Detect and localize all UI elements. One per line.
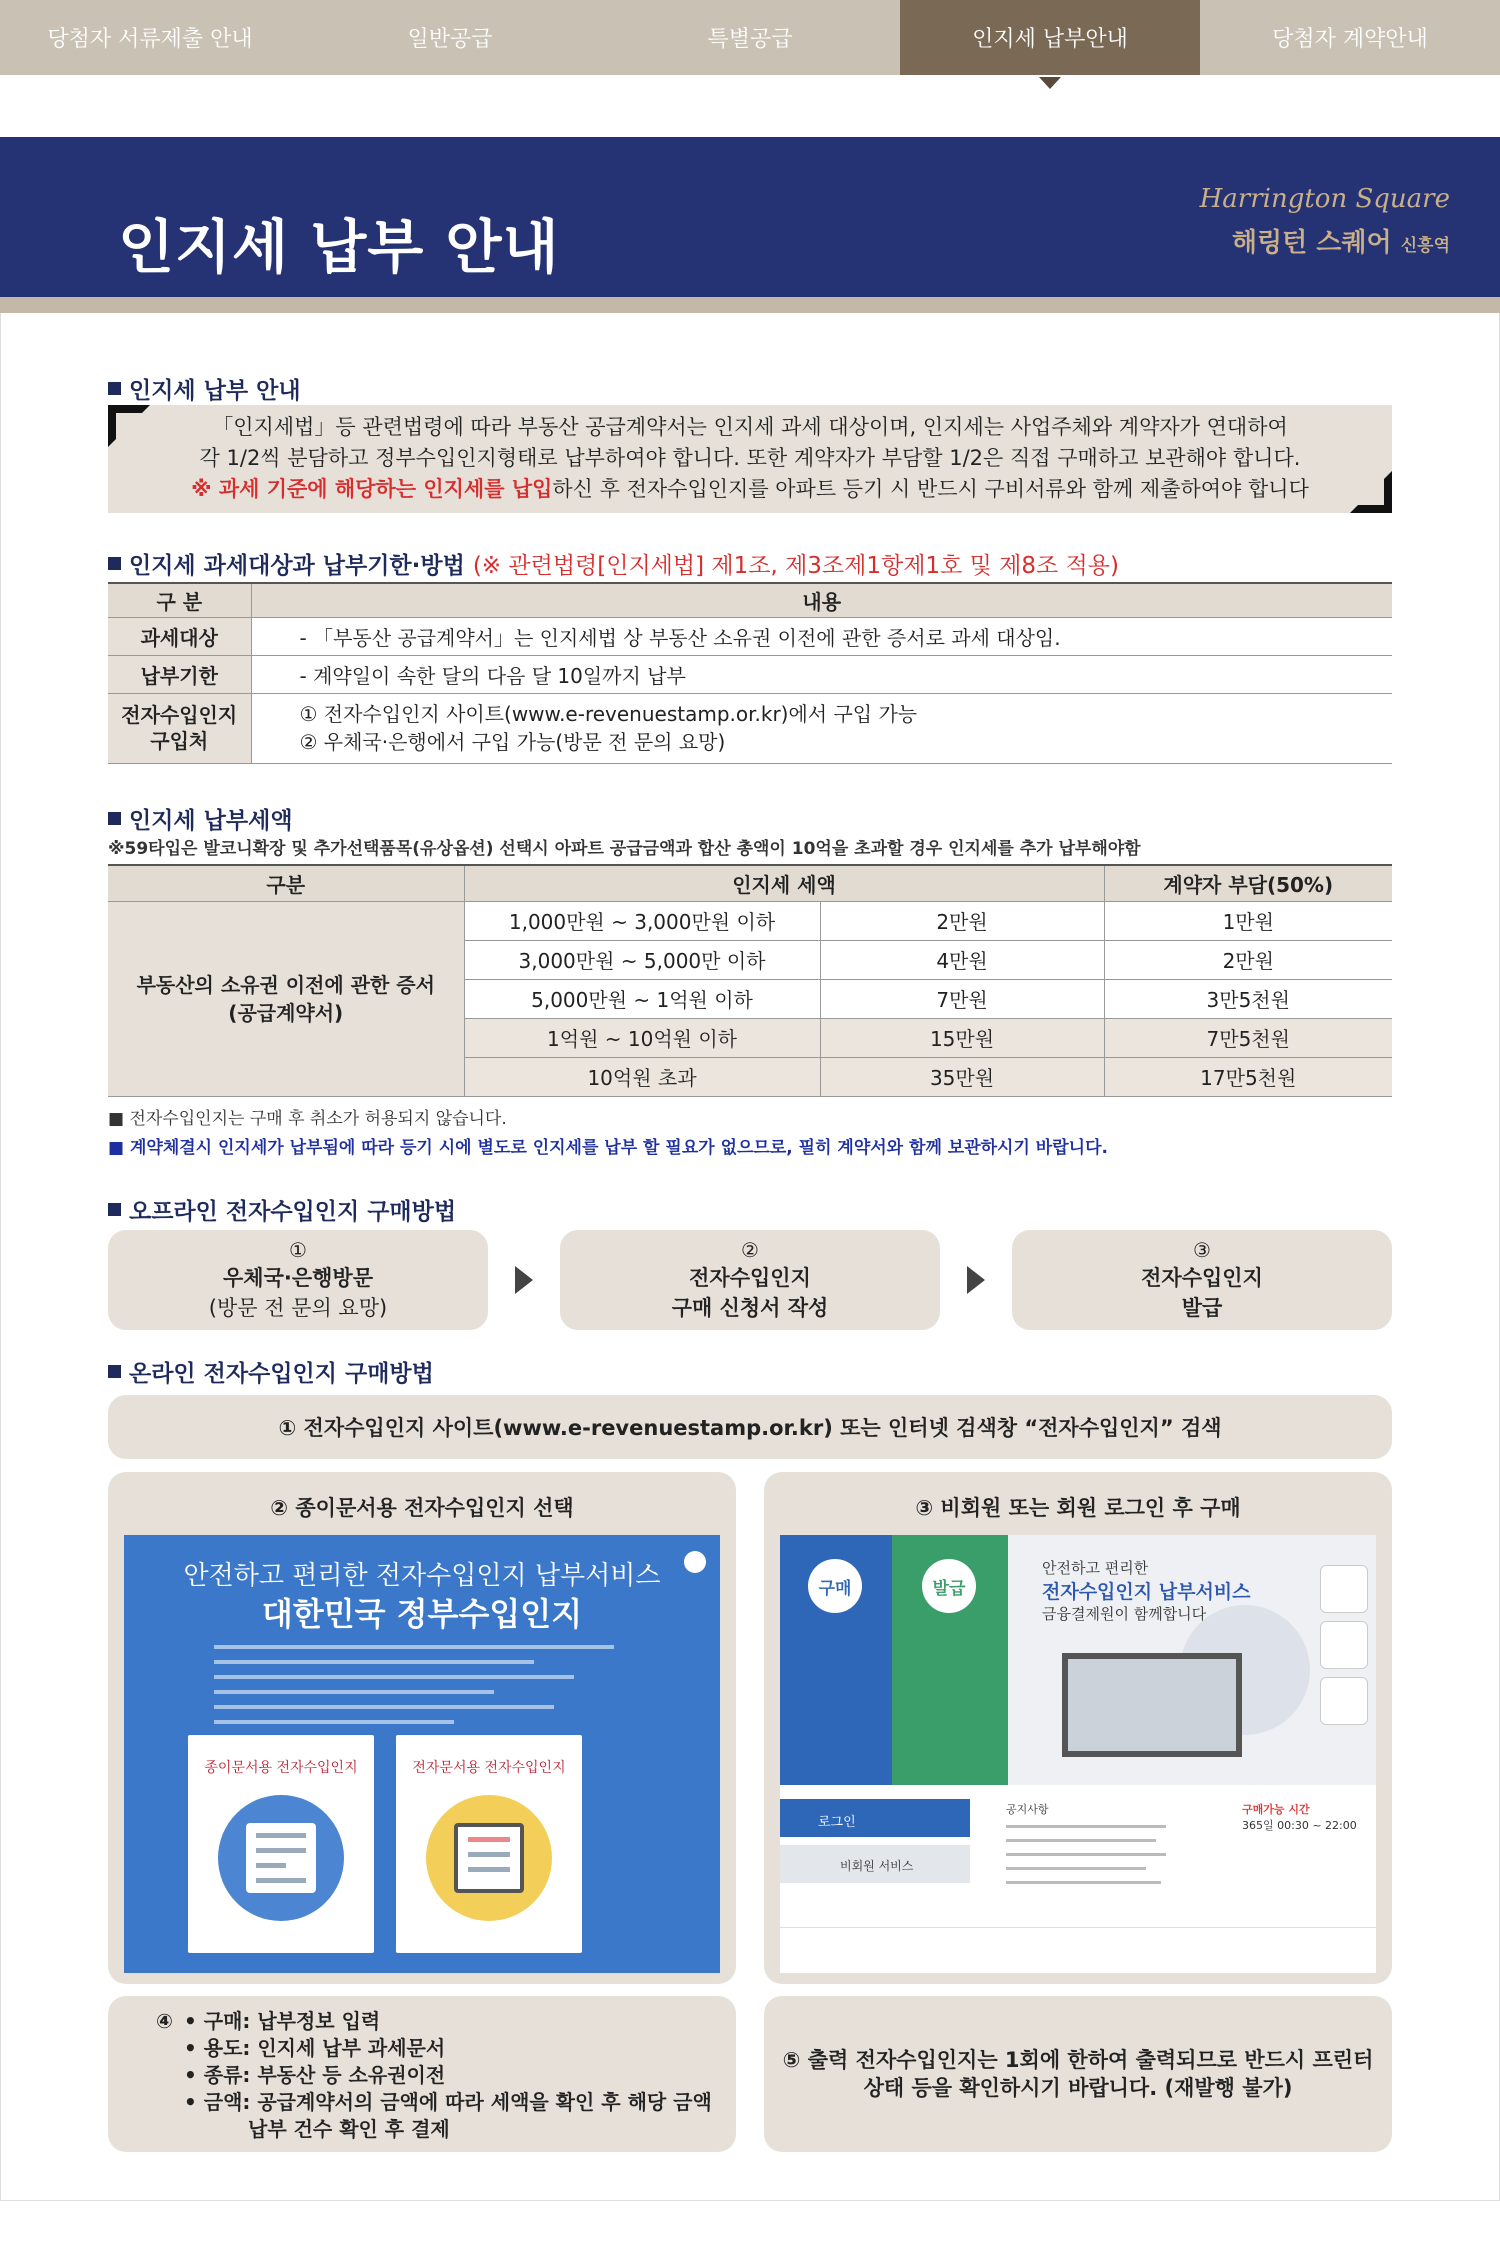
side-menu-icon[interactable] [1320, 1621, 1368, 1669]
tax-amount: 7만원 [820, 979, 1104, 1018]
row-value: - 계약일이 속한 달의 다음 달 10일까지 납부 [251, 655, 1392, 693]
brand-station: 신흥역 [1400, 236, 1450, 256]
table-header: 구 분 [108, 583, 251, 617]
section-title-amount [108, 802, 293, 835]
table-row [108, 617, 1392, 655]
page-title: 인지세 납부 안내 [118, 213, 560, 281]
buy-bubble[interactable]: 구매 [808, 1559, 862, 1613]
row-label: 납부기한 [108, 655, 251, 693]
amount-range: 1억원 ~ 10억원 이하 [464, 1018, 820, 1057]
step-subtitle: (방문 전 문의 요망) [208, 1296, 388, 1320]
step5-line-2: 상태 등을 확인하시기 바랍니다. (재발행 불가) [863, 2076, 1293, 2100]
revenue-stamp-site-screenshot [124, 1535, 720, 1973]
table-header: 내용 [251, 583, 1392, 617]
intro-notice-box [108, 405, 1392, 513]
notice-title: 공지사항 [1006, 1803, 1049, 1816]
tab-label: 인지세 납부안내 [972, 27, 1128, 52]
section-title-text: 오프라인 전자수입인지 구매방법 [129, 1199, 457, 1225]
bullet-square-icon [108, 1365, 121, 1378]
bullet-square-icon [108, 557, 121, 570]
online-step-1: ① 전자수입인지 사이트(www.e-revenuestamp.or.kr) 또는 인터넷 검색창 “전자수입인지” 검색 [108, 1395, 1392, 1459]
arrow-right-icon [967, 1266, 985, 1294]
step-number: ④ [156, 2009, 173, 2033]
offline-step-2 [560, 1230, 940, 1330]
section-title-text: 온라인 전자수입인지 구매방법 [129, 1361, 434, 1387]
hero-line-2: 전자수입인지 납부서비스 [1042, 1581, 1251, 1603]
row-label [108, 693, 251, 763]
amount-range: 5,000만원 ~ 1억원 이하 [464, 979, 820, 1018]
contractor-share: 17만5천원 [1104, 1057, 1392, 1096]
nonmember-button[interactable] [780, 1845, 970, 1883]
payment-site-screenshot [780, 1535, 1376, 1973]
table-row [108, 693, 1392, 763]
step-subtitle: 구매 신청서 작성 [671, 1296, 829, 1320]
storage-notice: ■ 계약체결시 인지세가 납부됨에 따라 등기 시에 별도로 인지세를 납부 할 필요가 없으므로, 필히 계약서와 함께 보관하시기 바랍니다. [108, 1138, 1108, 1158]
panel-title: ② 종이문서용 전자수입인지 선택 [270, 1496, 574, 1520]
section-title-offline [108, 1193, 456, 1226]
brand-logo-english: Harrington Square [1199, 184, 1450, 214]
contractor-share: 7만5천원 [1104, 1018, 1392, 1057]
tab-general-supply[interactable] [300, 0, 600, 75]
contractor-share: 2만원 [1104, 940, 1392, 979]
panel-title: ③ 비회원 또는 회원 로그인 후 구매 [915, 1496, 1241, 1520]
purchase-online: ① 전자수입인지 사이트(www.e-revenuestamp.or.kr)에서 구입 가능 [299, 702, 918, 726]
intro-line-3-rest: 하신 후 전자수입인지를 아파트 등기 시 반드시 구비서류와 함께 제출하여야 합니다 [552, 477, 1309, 501]
hours-value: 365일 00:30 ~ 22:00 [1242, 1819, 1357, 1832]
row-label-line: 전자수입인지 [121, 703, 238, 727]
refund-notice: ■ 전자수입인지는 구매 후 취소가 허용되지 않습니다. [108, 1109, 507, 1129]
monitor-graphic [454, 1823, 524, 1893]
tax-amount: 4만원 [820, 940, 1104, 979]
online-step-4-panel [108, 1996, 736, 2152]
contractor-share: 3만5천원 [1104, 979, 1392, 1018]
row-label: 과세대상 [108, 617, 251, 655]
section-title-online [108, 1355, 434, 1388]
intro-line-2: 각 1/2씩 분담하고 정부수입인지형태로 납부하여야 합니다. 또한 계약자가 부담할 1/2은 직접 구매하고 보관해야 합니다. [199, 446, 1301, 470]
brand-name: 해링턴 스퀘어 [1231, 228, 1392, 258]
intro-line-1: 「인지세법」등 관련법령에 따라 부동산 공급계약서는 인지세 과세 대상이며, 인지세는 사업주체와 계약자가 연대하여 [212, 415, 1288, 439]
option-notice: ※59타입은 발코니확장 및 추가선택품목(유상옵션) 선택시 아파트 공급금액과 합산 총액이 10억을 초과할 경우 인지세를 추가 납부해야함 [108, 839, 1141, 859]
paper-stamp-card[interactable] [188, 1735, 374, 1953]
hours-title: 구매가능 시간 [1242, 1803, 1310, 1816]
partner-logo-strip [780, 1927, 1376, 1973]
bullet-square-icon [108, 382, 121, 395]
step-number: ① [289, 1238, 307, 1262]
tab-label: 일반공급 [407, 27, 493, 52]
offline-step-3 [1012, 1230, 1392, 1330]
tab-label: 당첨자 서류제출 안내 [47, 27, 253, 52]
notice-line [1006, 1881, 1161, 1884]
contractor-share: 1만원 [1104, 901, 1392, 940]
table-header: 인지세 세액 [464, 865, 1104, 901]
intro-line-3 [108, 474, 1392, 504]
notice-line [1006, 1867, 1146, 1870]
step-title: 우체국·은행방문 [223, 1266, 373, 1290]
tax-method-table [108, 582, 1392, 764]
nonmember-label: 비회원 서비스 [840, 1859, 914, 1873]
table-header: 구분 [108, 865, 464, 901]
tab-label: 당첨자 계약안내 [1272, 27, 1428, 52]
tax-amount: 2만원 [820, 901, 1104, 940]
intro-warning: ※ 과세 기준에 해당하는 인지세를 납입 [191, 477, 553, 501]
table-row [108, 655, 1392, 693]
tab-label: 특별공급 [707, 27, 793, 52]
row-label-line: 부동산의 소유권 이전에 관한 증서 [136, 972, 435, 997]
offline-step-1 [108, 1230, 488, 1330]
row-label-line: 구입처 [150, 729, 209, 753]
tab-contract-guide[interactable] [1200, 0, 1500, 75]
hero-line-1: 안전하고 편리한 [1042, 1559, 1149, 1577]
card-title: 전자문서용 전자수입인지 [412, 1760, 566, 1776]
row-label [108, 901, 464, 1096]
step4-item: • 금액: 공급계약서의 금액에 따라 세액을 확인 후 해당 금액 [184, 2090, 712, 2114]
bullet-square-icon [108, 812, 121, 825]
amount-range: 1,000만원 ~ 3,000만원 이하 [464, 901, 820, 940]
amount-range: 10억원 초과 [464, 1057, 820, 1096]
document-graphic [246, 1823, 316, 1893]
step4-item: • 종류: 부동산 등 소유권이전 [184, 2063, 446, 2087]
purchase-offline: ② 우체국·은행에서 구입 가능(방문 전 문의 요망) [299, 730, 726, 754]
screenshot-headline: 안전하고 편리한 전자수입인지 납부서비스 [183, 1561, 661, 1591]
step4-item: • 구매: 납부정보 입력 [184, 2009, 381, 2033]
stamp-tax-amount-table [108, 864, 1392, 1097]
top-tab-bar [0, 0, 1500, 75]
screenshot-text-lines [214, 1645, 614, 1735]
step-subtitle: 발급 [1181, 1296, 1223, 1320]
step-number: ③ [1193, 1238, 1211, 1262]
step4-item: 납부 건수 확인 후 결제 [248, 2117, 450, 2141]
notice-line [1006, 1853, 1166, 1856]
login-label: 로그인 [818, 1815, 856, 1830]
issue-bubble[interactable]: 발급 [922, 1559, 976, 1613]
section-title-text: 인지세 납부세액 [129, 808, 293, 834]
tab-stamp-tax[interactable] [900, 0, 1200, 75]
online-step-5-panel [764, 1996, 1392, 2152]
table-header-row [108, 583, 1392, 617]
tax-amount: 35만원 [820, 1057, 1104, 1096]
brand-logo-korean [1232, 222, 1450, 259]
arrow-right-icon [515, 1266, 533, 1294]
section-title-guide [108, 372, 301, 405]
step-title: 전자수입인지 [689, 1266, 811, 1290]
screenshot-title: 대한민국 정부수입인지 [261, 1595, 583, 1633]
section-title-text: 인지세 납부 안내 [129, 378, 301, 404]
table-row [108, 901, 1392, 940]
tax-amount: 15만원 [820, 1018, 1104, 1057]
step4-item: • 용도: 인지세 납부 과세문서 [184, 2036, 446, 2060]
electronic-stamp-card[interactable] [396, 1735, 582, 1953]
notice-line [1006, 1839, 1156, 1842]
banner-stripe [0, 297, 1500, 313]
login-button[interactable] [780, 1799, 970, 1837]
hero-line-3: 금융결제원이 함께합니다 [1042, 1605, 1207, 1623]
bullet-square-icon [108, 1203, 121, 1216]
laptop-icon [1062, 1653, 1242, 1757]
side-menu-icon[interactable] [1320, 1565, 1368, 1613]
row-label-line: (공급계약서) [228, 1000, 344, 1025]
step-title: 전자수입인지 [1141, 1266, 1263, 1290]
table-header: 계약자 부담(50%) [1104, 865, 1392, 901]
section-title-text: 인지세 과세대상과 납부기한·방법 [129, 553, 465, 579]
side-menu-icon[interactable] [1320, 1677, 1368, 1725]
tab-special-supply[interactable] [600, 0, 900, 75]
card-title: 종이문서용 전자수입인지 [204, 1760, 358, 1776]
section-title-method [108, 547, 1119, 580]
amount-range: 3,000만원 ~ 5,000만 이하 [464, 940, 820, 979]
notice-line [1006, 1825, 1166, 1828]
step-number: ② [741, 1238, 759, 1262]
tab-document-submission[interactable] [0, 0, 300, 75]
row-value [251, 693, 1392, 763]
section-title-law: (※ 관련법령[인지세법] 제1조, 제3조제1항제1호 및 제8조 적용) [472, 553, 1119, 579]
row-value: - 「부동산 공급계약서」는 인지세법 상 부동산 소유권 이전에 관한 증서로 과세 대상임. [251, 617, 1392, 655]
step5-line-1: ⑤ 출력 전자수입인지는 1회에 한하여 출력되므로 반드시 프린터 [782, 2048, 1374, 2072]
table-header-row [108, 865, 1392, 901]
